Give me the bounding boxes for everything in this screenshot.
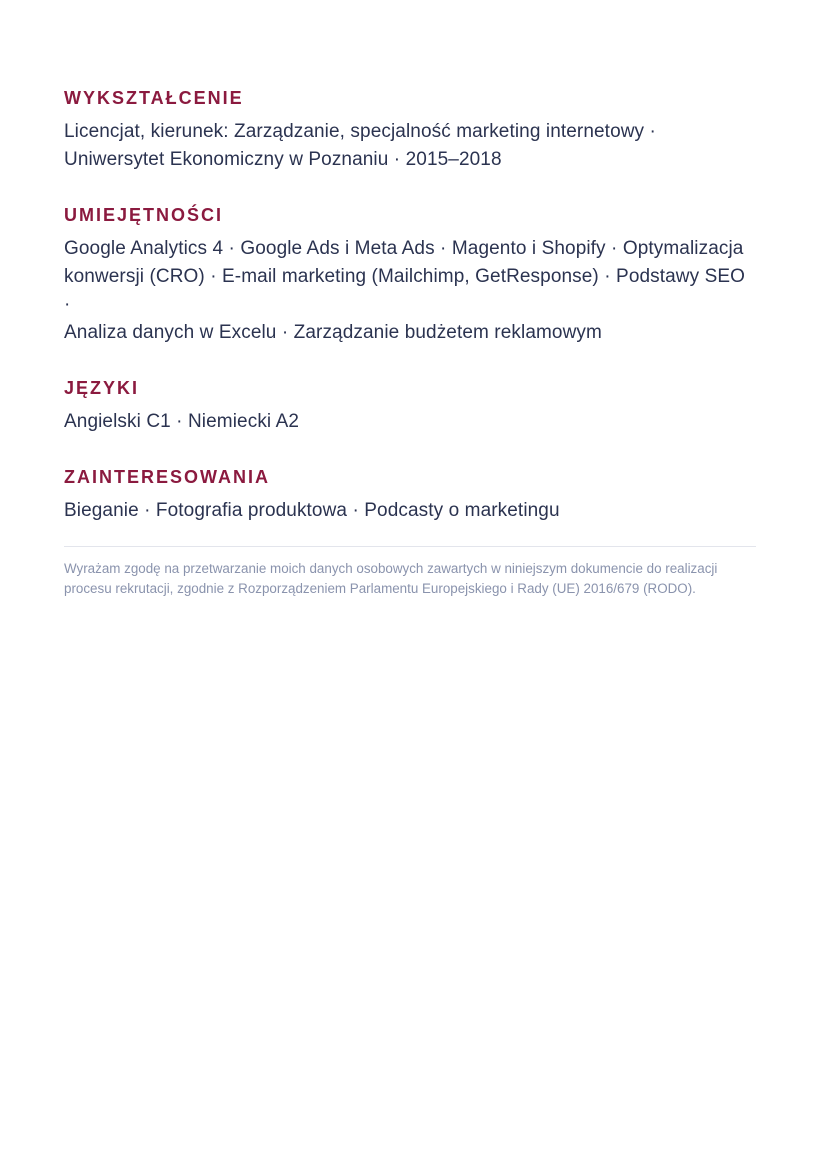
education-section [64,86,756,174]
education-line: Uniwersytet Ekonomiczny w Poznaniu · 2015–2018 [64,149,502,170]
skills-line: konwersji (CRO) · E-mail marketing (Mailchimp, GetResponse) · Podstawy SEO · [64,266,746,315]
footer-divider [64,546,756,547]
skills-line: Analiza danych w Excelu · Zarządzanie budżetem reklamowym [64,322,602,343]
interests-line: Bieganie · Fotografia produktowa · Podcasty o marketingu [64,500,560,521]
resume-page [64,86,756,599]
education-body [64,118,756,174]
languages-line: Angielski C1 · Niemiecki A2 [64,411,300,432]
skills-line: Google Analytics 4 · Google Ads i Meta Ads · Magento i Shopify · Optymalizacja [64,238,744,259]
interests-heading: ZAINTERESOWANIA [64,467,271,487]
skills-heading: UMIEJĘTNOŚCI [64,205,224,225]
interests-body [64,497,756,525]
interests-section [64,465,756,525]
consent-line: procesu rekrutacji, zgodnie z Rozporządzeniem Parlamentu Europejskiego i Rady (UE) 2016/679 (RODO). [64,581,696,596]
languages-section [64,376,756,436]
consent-line: Wyrażam zgodę na przetwarzanie moich danych osobowych zawartych w niniejszym dokumencie do realizacji [64,561,718,576]
skills-body [64,235,756,347]
skills-section [64,203,756,347]
languages-heading: JĘZYKI [64,378,140,398]
languages-body [64,408,756,436]
gdpr-consent-clause [64,559,756,599]
education-heading: WYKSZTAŁCENIE [64,88,244,108]
education-line: Licencjat, kierunek: Zarządzanie, specjalność marketing internetowy · [64,121,656,142]
